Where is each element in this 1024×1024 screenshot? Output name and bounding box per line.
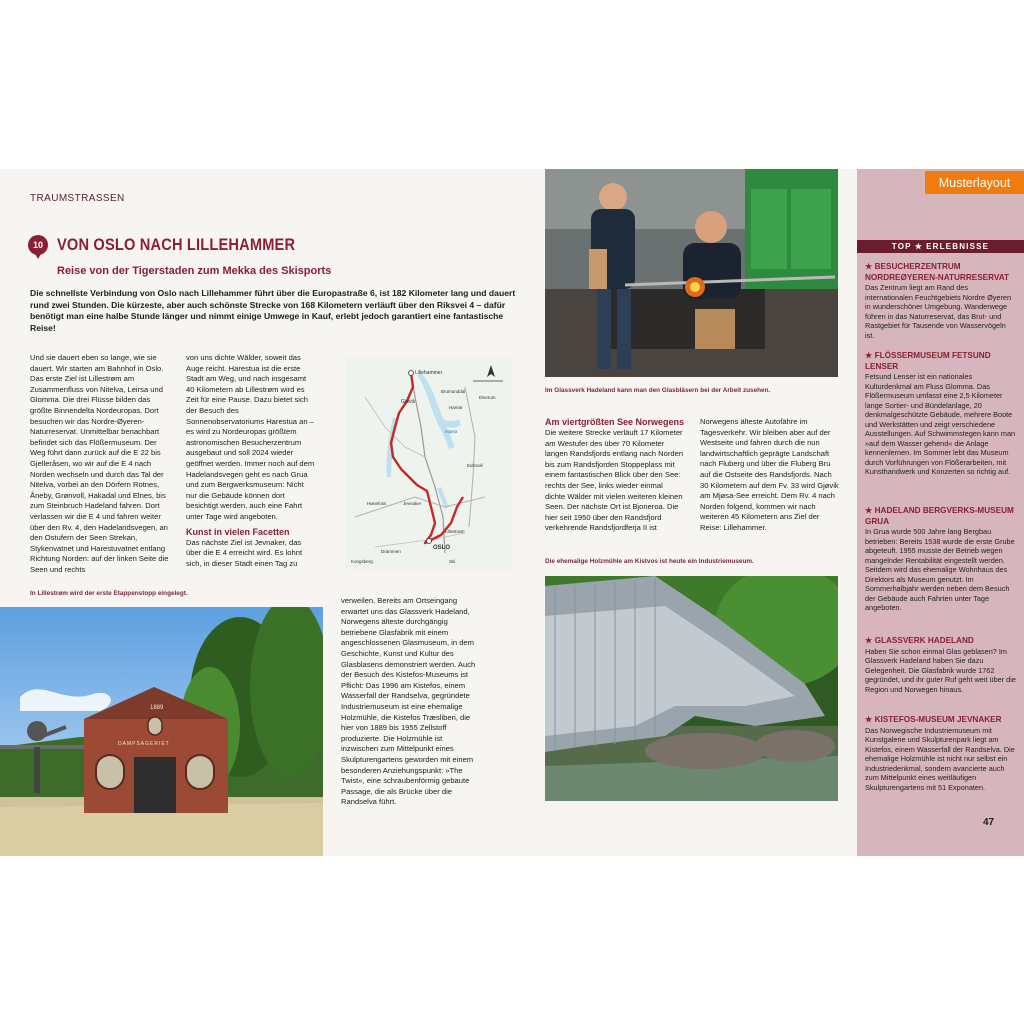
route-number-badge: 10 xyxy=(28,235,48,255)
article-subtitle: Reise von der Tigerstaden zum Mekka des Skisports xyxy=(57,265,332,277)
photo-glassverk xyxy=(545,169,838,377)
erlebnisse-label: ERLEBNISSE xyxy=(926,242,990,251)
photo-the-twist xyxy=(545,576,838,801)
body-column-2 xyxy=(186,353,316,569)
map-label-ski: Ski xyxy=(449,559,456,564)
star-icon: ★ xyxy=(914,242,924,251)
star-icon: ★ xyxy=(865,636,875,645)
sidebar-item-text: Fetsund Lenser ist ein nationales Kulturdenkmal am Fluss Glomma. Das Flößermuseum umfasst eine 2,5 Kilometer lange Sortier- und Bündelanlage, 20 denkmalgeschützte Gebäude, mehrere Boote und Werkstätten und zeigt verschiedene Ausstellungen. Auf Schwimmstegen kann man »auf dem Wasser gehend« die Anlage kennenlernen. Im Sommer lebt das Museum durch Vorführungen von Flößerarbeiten, mit Kunsthandwerk und Konzerten so richtig auf. xyxy=(865,372,1016,476)
star-icon: ★ xyxy=(865,262,875,271)
sidebar-item-5 xyxy=(865,715,1017,792)
map-label-oslo: OSLO xyxy=(433,545,451,551)
sidebar-item-1 xyxy=(865,262,1017,340)
map-label-brumunddal: Brumunddal xyxy=(441,389,466,394)
map-label-kongsberg: Kongsberg xyxy=(351,559,373,564)
top-label: TOP xyxy=(891,242,912,251)
body-column-5: Norwegens älteste Autofähre im Tagesverkehr. Wir bleiben aber auf der Westseite und fahren durch die nun landwirtschaftlich geprägte Landschaft nach Fluberg und über die Fluberg Bru auf die Ostseite des Randsfjords. Nach 30 Kilometern auf dem Fv. 33 wird Gjøvik am Mjøsa-See erreicht. Dem Rv. 4 nach Norden folgend, kommen wir nach weiteren 45 Kilometern ans Ziel der Reise: Lillehammer. xyxy=(700,417,839,532)
photo-the-twist-graphic xyxy=(545,576,838,801)
map-label-hamar: Hamar xyxy=(449,405,463,410)
building-name: DAMPSAGERIET xyxy=(118,741,170,747)
route-map xyxy=(345,357,512,569)
star-icon: ★ xyxy=(865,351,875,360)
caption-glassverk: Im Glassverk Hadeland kann man den Glasbläsern bei der Arbeit zusehen. xyxy=(545,387,771,394)
map-label-lillehammer: Lillehammer xyxy=(415,370,443,376)
body-column-2-text-b: Das nächste Ziel ist Jevnaker, das über die E 4 erreicht wird. Es lohnt sich, in dieser Stadt einen Tag zu xyxy=(186,537,303,568)
body-column-3: verweilen. Bereits am Ortseingang erwartet uns das Glassverk Hadeland, Norwegens älteste durchgängig betriebene Glasfabrik mit einem angeschlossenen Glasmuseum, in dem Geschichte, Kunst und Kultur des Glasblasens demonstriert werden. Auch der Besuch des Kistefos-Museums ist Pflicht: Das 1996 am Kistefos, einem Wasserfall der Randselva, gegründete Industriemuseum ist eine ehemalige Holzmühle, die Kistefos Træsliberi, die hier von 1889 bis 1955 Zellstoff produzierte. Die Holzmühle ist inzwischen zum Mittelpunkt eines Skulpturengartens geworden mit einem besonderen Anziehungspunkt: »The Twist«, eine schraubenförmig gebaute Passage, die als Brücke über die Randselva führt. xyxy=(341,596,476,807)
sidebar-item-head: HADELAND BERGVERKS-MUSEUM GRUA xyxy=(865,506,1014,526)
map-label-lillestrom: Lillestrøm xyxy=(445,529,465,534)
map-label-honefoss: Hønefoss xyxy=(367,501,387,506)
sidebar-item-3 xyxy=(865,506,1017,613)
route-map-graphic xyxy=(345,357,512,569)
caption-lillestrom: In Lillestrøm wird der erste Etappenstopp eingelegt. xyxy=(30,590,188,597)
page-number: 47 xyxy=(983,817,995,828)
sidebar-item-head: GLASSVERK HADELAND xyxy=(874,636,974,645)
section-label: TRAUMSTRASSEN xyxy=(30,193,125,204)
star-icon: ★ xyxy=(865,715,875,724)
sidebar-item-text: Haben Sie schon einmal Glas geblasen? Im Glassverk Hadeland haben Sie dazu Gelegenheit. Die Glasfabrik wurde 1762 gegründet, und ihr guter Ruf geht weit über die Region und Norwegen hinaus. xyxy=(865,646,1016,694)
building-year: 1889 xyxy=(150,705,164,711)
map-label-gjovik: Gjøvik xyxy=(401,399,416,405)
photo-glassverk-graphic xyxy=(545,169,838,377)
musterlayout-badge: Musterlayout xyxy=(925,171,1024,194)
body-column-2-text: von uns dichte Wälder, soweit das Auge reicht. Harestua ist die erste Stadt am Weg, und nach insgesamt 40 Kilometern ab Lillestrøm wird es Zeit für eine Pause. Dazu bietet sich der Besuch des Sonnenobservatoriums Harestua an – es wird zu Nordeuropas größtem astronomischen Besucherzentrum ausgebaut und soll 2024 wieder geöffnet werden. Immer noch auf dem Hadelandsvegen geht es nach Grua und zum Bergwerksmuseum: Nicht nur die Gebäude können dort besichtigt werden, auch eine Fahrt unter Tage wird angeboten. xyxy=(186,353,315,521)
article-title: VON OSLO NACH LILLEHAMMER xyxy=(57,235,296,254)
photo-dampsageriet-graphic xyxy=(0,607,323,856)
intro-paragraph: Die schnellste Verbindung von Oslo nach Lillehammer führt über die Europastraße 6, ist 182 Kilometer lang und dauert rund zwei Stunden. Die kürzeste, aber auch schönste Strecke von 168 Kilometern verläuft über den Riksvei 4 – dafür benötigt man eine halbe Stunde länger und nimmt einige Umwege in Kauf, erlebt jedoch garantiert eine fantastische Reise! xyxy=(30,288,516,334)
magazine-spread xyxy=(0,169,1024,856)
map-label-eidsvoll: Eidsvoll xyxy=(467,463,483,468)
star-icon: ★ xyxy=(865,506,875,515)
sidebar-item-head: BESUCHERZENTRUM NORDREØYEREN-NATURRESERVAT xyxy=(865,262,1010,282)
photo-dampsageriet xyxy=(0,607,323,856)
body-column-1: Und sie dauert eben so lange, wie sie dauert. Wir starten am Bahnhof in Oslo. Das erste Ziel ist Lillestrøm am Zusammenfluss von Nitelva, Leirsa und Glomma. Die drei Flüsse bilden das größte Binnendelta Nordeuropas. Dort besuchen wir das Nordre-Øyeren-Naturreservat. Unmittelbar benachbart befindet sich das Flößermuseum. Der Weg führt dann zurück auf die E 22 bis Gjelleråsen, wo wir auf die E 4 nach Norden wechseln und durch das Tal der Nitelva, vorbei an den Dörfern Rotnes, Åneby, Grønvoll, Hakadal und Elnes, bis zum Steinbruch Hadeland fahren. Dort verlassen wir die E 4 und fahren weiter über den Rv. 4, den Hadelandsvegen, an den Ostufern der Seen Strekan, Stykenvatnet und Harestuvatnet entlang Richtung Norden: auf der linken Seite die Seen und rechts xyxy=(30,353,169,574)
map-label-mjosa: Mjøsa xyxy=(445,429,458,434)
body-column-4-text: Die weitere Strecke verläuft 17 Kilometer am Westufer des über 70 Kilometer langen Randsfjords entlang nach Norden bis zum Randsfjorden Stoppeplass mit einem fantastischen Blick über den See: rechts der See, links wieder einmal dichte Wälder mit vielen weiteren kleinen Seen. Der nächste Ort ist Bjoneroa. Die hier seit 1950 über den Randsfjord verkehrende Randsfjordferja II ist xyxy=(545,428,684,533)
map-label-elverum: Elverum xyxy=(479,395,496,400)
sidebar-item-2 xyxy=(865,351,1017,477)
caption-holzmuehle: Die ehemalige Holzmühle am Kistvos ist heute ein Industriemuseum. xyxy=(545,558,754,565)
sidebar-item-text: Das Norwegische Industriemuseum mit Kunstgalerie und Skulpturenpark liegt am Kistefos, einem Wasserfall der Randselva. Die ehemalige Holzmühle ist nicht nur selbst ein Industriedenkmal, sondern avancierte auch zum Mittelpunkt eines weitläufigen Skulpturengartens mit 51 Exponaten. xyxy=(865,725,1015,792)
map-label-drammen: Drammen xyxy=(381,549,401,554)
sidebar-item-text: Das Zentrum liegt am Rand des internationalen Feuchtgebiets Nordre Øyeren in wunderschöner Umgebung. Wanderwege führen in das Naturreservat, das Brut- und Rastgebiet für Tausende von Wasservögeln ist. xyxy=(865,283,1012,340)
body-column-4 xyxy=(545,417,685,534)
map-label-jevnaker: Jevnaker xyxy=(403,501,422,506)
sidebar-item-text: In Grua wurde 500 Jahre lang Bergbau betrieben: Bereits 1538 wurde die erste Grube abgeteuft. 1955 musste der Betrieb wegen mangelnder Rentabilität eingestellt werden. Seitdem wird das ehemalige Wohnhaus des Direktors als Museum genutzt. Im Sommerhalbjahr werden neben dem Besuch der Gebäude auch Fahrten unter Tage angeboten. xyxy=(865,527,1015,612)
subhead-see: Am viertgrößten See Norwegens xyxy=(545,417,685,427)
top-erlebnisse-header xyxy=(857,240,1024,253)
sidebar-item-4 xyxy=(865,636,1017,694)
sidebar-item-head: FLÖSSERMUSEUM FETSUND LENSER xyxy=(865,351,991,371)
sidebar-item-head: KISTEFOS-MUSEUM JEVNAKER xyxy=(874,715,1002,724)
subhead-kunst: Kunst in vielen Facetten xyxy=(186,526,290,537)
